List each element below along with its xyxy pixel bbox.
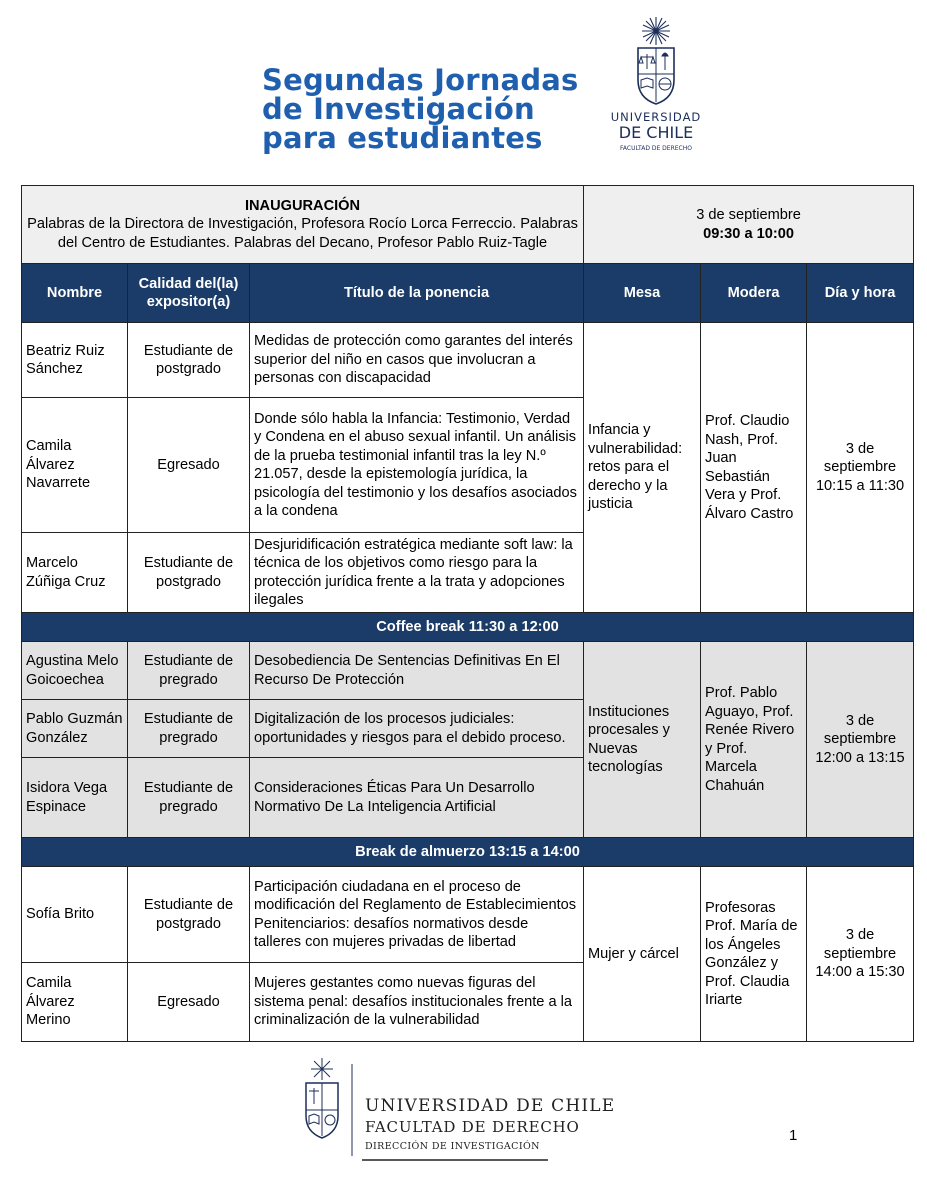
nombre-cell: Isidora Vega Espinace xyxy=(22,758,128,838)
modera-cell: Profesoras Prof. María de los Ángeles González y Prof. Claudia Iriarte xyxy=(701,867,807,1042)
nombre-cell: Agustina Melo Goicoechea xyxy=(22,642,128,700)
table-row xyxy=(22,867,914,963)
titulo-cell: Mujeres gestantes como nuevas figuras del sistema penal: desafíos institucionales frente a la criminalización de la vulnerabilidad xyxy=(250,963,584,1042)
logo-university-label: UNIVERSIDAD xyxy=(610,110,702,124)
dia-hora-cell: 3 de septiembre 12:00 a 13:15 xyxy=(807,642,914,838)
inauguration-row xyxy=(22,186,914,264)
header-dia-hora: Día y hora xyxy=(807,264,914,323)
lunch-break-label: Break de almuerzo 13:15 a 14:00 xyxy=(22,838,914,867)
calidad-cell: Estudiante de postgrado xyxy=(128,323,250,398)
table-row xyxy=(22,323,914,398)
schedule-table xyxy=(21,185,914,1042)
modera-cell: Prof. Pablo Aguayo, Prof. Renée Rivero y Prof. Marcela Chahuán xyxy=(701,642,807,838)
footer-logo xyxy=(290,1056,616,1164)
coffee-break-row xyxy=(22,613,914,642)
scales-icon xyxy=(309,1088,319,1104)
title-line-2: de Investigación xyxy=(262,92,535,126)
calidad-cell: Estudiante de pregrado xyxy=(128,642,250,700)
nombre-cell: Beatriz Ruiz Sánchez xyxy=(22,323,128,398)
title-line-1: Segundas Jornadas xyxy=(262,63,579,97)
header-mesa: Mesa xyxy=(584,264,701,323)
calidad-cell: Estudiante de pregrado xyxy=(128,758,250,838)
titulo-cell: Donde sólo habla la Infancia: Testimonio, Verdad y Condena en el abuso sexual infantil. Un análisis de la prueba testimonial infantil tras la ley N.º 21.057, desde la epistemología jurídica, la psicología del testimonio y los desafíos asociados a la condena xyxy=(250,398,584,533)
title-line-3: para estudiantes xyxy=(262,121,543,155)
inauguration-description-cell xyxy=(22,186,584,264)
mesa-cell: Infancia y vulnerabilidad: retos para el derecho y la justicia xyxy=(584,323,701,613)
logo-faculty-label: FACULTAD DE DERECHO xyxy=(620,145,692,152)
globe-icon xyxy=(659,78,671,90)
titulo-cell: Desobediencia De Sentencias Definitivas En El Recurso De Protección xyxy=(250,642,584,700)
header-calidad: Calidad del(la) expositor(a) xyxy=(128,264,250,323)
titulo-cell: Digitalización de los procesos judiciales: oportunidades y riesgos para el debido proceso. xyxy=(250,700,584,758)
nombre-cell: Camila Álvarez Merino xyxy=(22,963,128,1042)
lunch-break-row xyxy=(22,838,914,867)
nombre-cell: Camila Álvarez Navarrete xyxy=(22,398,128,533)
inauguration-date: 3 de septiembre xyxy=(696,207,801,223)
footer-direction-label: DIRECCIÓN DE INVESTIGACIÓN xyxy=(365,1141,540,1152)
calidad-cell: Egresado xyxy=(128,963,250,1042)
header-titulo: Título de la ponencia xyxy=(250,264,584,323)
nombre-cell: Sofía Brito xyxy=(22,867,128,963)
calidad-cell: Estudiante de pregrado xyxy=(128,700,250,758)
book-icon xyxy=(309,1114,319,1124)
inauguration-title: INAUGURACIÓN xyxy=(244,197,361,214)
dia-hora-cell: 3 de septiembre 10:15 a 11:30 xyxy=(807,323,914,613)
titulo-cell: Desjuridificación estratégica mediante soft law: la técnica de los objetivos como riesgo para la protección jurídica frente a la trata y adopciones ilegales xyxy=(250,533,584,613)
book-icon xyxy=(641,78,653,88)
inauguration-datetime-cell xyxy=(584,186,914,264)
page-title xyxy=(262,63,579,155)
dia-hora-cell: 3 de septiembre 14:00 a 15:30 xyxy=(807,867,914,1042)
nombre-cell: Marcelo Zúñiga Cruz xyxy=(22,533,128,613)
coffee-break-label: Coffee break 11:30 a 12:00 xyxy=(22,613,914,642)
globe-icon xyxy=(325,1115,335,1125)
torch-icon xyxy=(662,53,668,70)
calidad-cell: Egresado xyxy=(128,398,250,533)
header-nombre: Nombre xyxy=(22,264,128,323)
page-number: 1 xyxy=(789,1127,798,1144)
footer-faculty-label: FACULTAD DE DERECHO xyxy=(365,1118,580,1136)
footer-university-label: UNIVERSIDAD DE CHILE xyxy=(365,1096,616,1116)
titulo-cell: Participación ciudadana en el proceso de modificación del Reglamento de Establecimientos Penitenciarios: desafíos normativos desde talleres con mujeres privadas de libertad xyxy=(250,867,584,963)
logo-de-chile-label: DE CHILE xyxy=(618,123,694,142)
university-logo xyxy=(608,14,718,159)
inauguration-time: 09:30 a 10:00 xyxy=(703,225,794,242)
calidad-cell: Estudiante de postgrado xyxy=(128,867,250,963)
calidad-cell: Estudiante de postgrado xyxy=(128,533,250,613)
titulo-cell: Medidas de protección como garantes del interés superior del niño en casos que involucran a personas con discapacidad xyxy=(250,323,584,398)
mesa-cell: Mujer y cárcel xyxy=(584,867,701,1042)
titulo-cell: Consideraciones Éticas Para Un Desarrollo Normativo De La Inteligencia Artificial xyxy=(250,758,584,838)
table-header-row xyxy=(22,264,914,323)
star-emblem-icon xyxy=(311,1058,333,1080)
star-emblem-icon xyxy=(642,17,670,45)
scales-icon xyxy=(639,54,655,69)
table-row xyxy=(22,642,914,700)
header-modera: Modera xyxy=(701,264,807,323)
inauguration-description: Palabras de la Directora de Investigación, Profesora Rocío Lorca Ferreccio. Palabras del Centro de Estudiantes. Palabras del Decano, Profesor Pablo Ruiz-Tagle xyxy=(27,216,578,251)
mesa-cell: Instituciones procesales y Nuevas tecnologías xyxy=(584,642,701,838)
nombre-cell: Pablo Guzmán González xyxy=(22,700,128,758)
modera-cell: Prof. Claudio Nash, Prof. Juan Sebastián Vera y Prof. Álvaro Castro xyxy=(701,323,807,613)
